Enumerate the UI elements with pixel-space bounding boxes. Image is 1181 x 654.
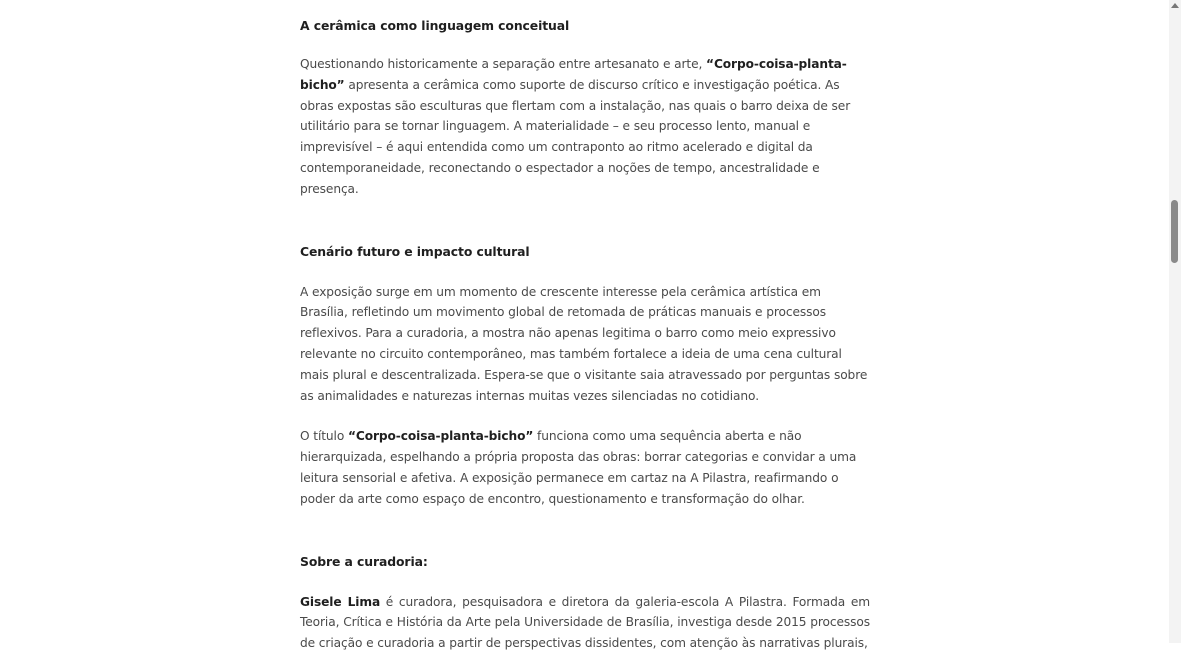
paragraph-text: Questionando historicamente a separação entre artesanato e arte,: [300, 57, 707, 71]
paragraph-text: apresenta a cerâmica como suporte de discurso crítico e investigação poética. As obras expostas são esculturas que flertam com a instalação, nas quais o barro deixa de ser utilitário para se tornar linguagem. A materialidade – e seu processo lento, manual e imprevisível – é aqui entendida como um contraponto ao ritmo acelerado e digital da contemporaneidade, reconectando o espectador a noções de tempo, ancestralidade e presença.: [300, 77, 851, 196]
section-heading-curadoria: Sobre a curadoria:: [300, 553, 428, 569]
paragraph-curadoria: [300, 592, 870, 654]
section-heading-cenario: Cenário futuro e impacto cultural: [300, 243, 530, 259]
scroll-up-arrow-icon[interactable]: [1171, 3, 1179, 8]
vertical-scrollbar[interactable]: [1169, 0, 1181, 643]
paragraph-text: é curadora, pesquisadora e diretora da galeria-escola A Pilastra. Formada em Teoria, Crítica e História da Arte pela Universidade de Brasília, investiga desde 2015 processos de criação e curadoria a partir de perspectivas dissidentes, com atenção às narrativas plurais,: [300, 594, 870, 651]
exhibition-title-bold: “Corpo-coisa-planta-bicho”: [347, 429, 534, 444]
article-body: [300, 0, 870, 654]
exhibition-title-bold: “Corpo-coisa-planta-bicho”: [300, 57, 847, 92]
paragraph-text: O título: [300, 429, 348, 444]
paragraph-titulo: [300, 426, 870, 509]
curator-name-bold: Gisele Lima: [300, 594, 381, 609]
paragraph-cenario: A exposição surge em um momento de crescente interesse pela cerâmica artística em Brasília, refletindo um movimento global de retomada de práticas manuais e processos reflexivos. Para a curadoria, a mostra não apenas legitima o barro como meio expressivo relevante no circuito contemporâneo, mas também fortalece a ideia de uma cena cultural mais plural e descentralizada. Espera-se que o visitante saia atravessado por perguntas sobre as animalidades e naturezas internas muitas vezes silenciadas no cotidiano.: [300, 284, 868, 403]
paragraph-ceramica: [300, 54, 870, 200]
scrollbar-thumb[interactable]: [1171, 200, 1178, 263]
section-heading-ceramica: A cerâmica como linguagem conceitual: [300, 18, 570, 33]
paragraph-text: funciona como uma sequência aberta e não hierarquizada, espelhando a própria proposta das obras: borrar categorias e convidar a uma leitura sensorial e afetiva. A exposição permanece em cartaz na A Pilastra, reafirmando o poder da arte como espaço de encontro, questionamento e transformação do olhar.: [300, 429, 857, 506]
